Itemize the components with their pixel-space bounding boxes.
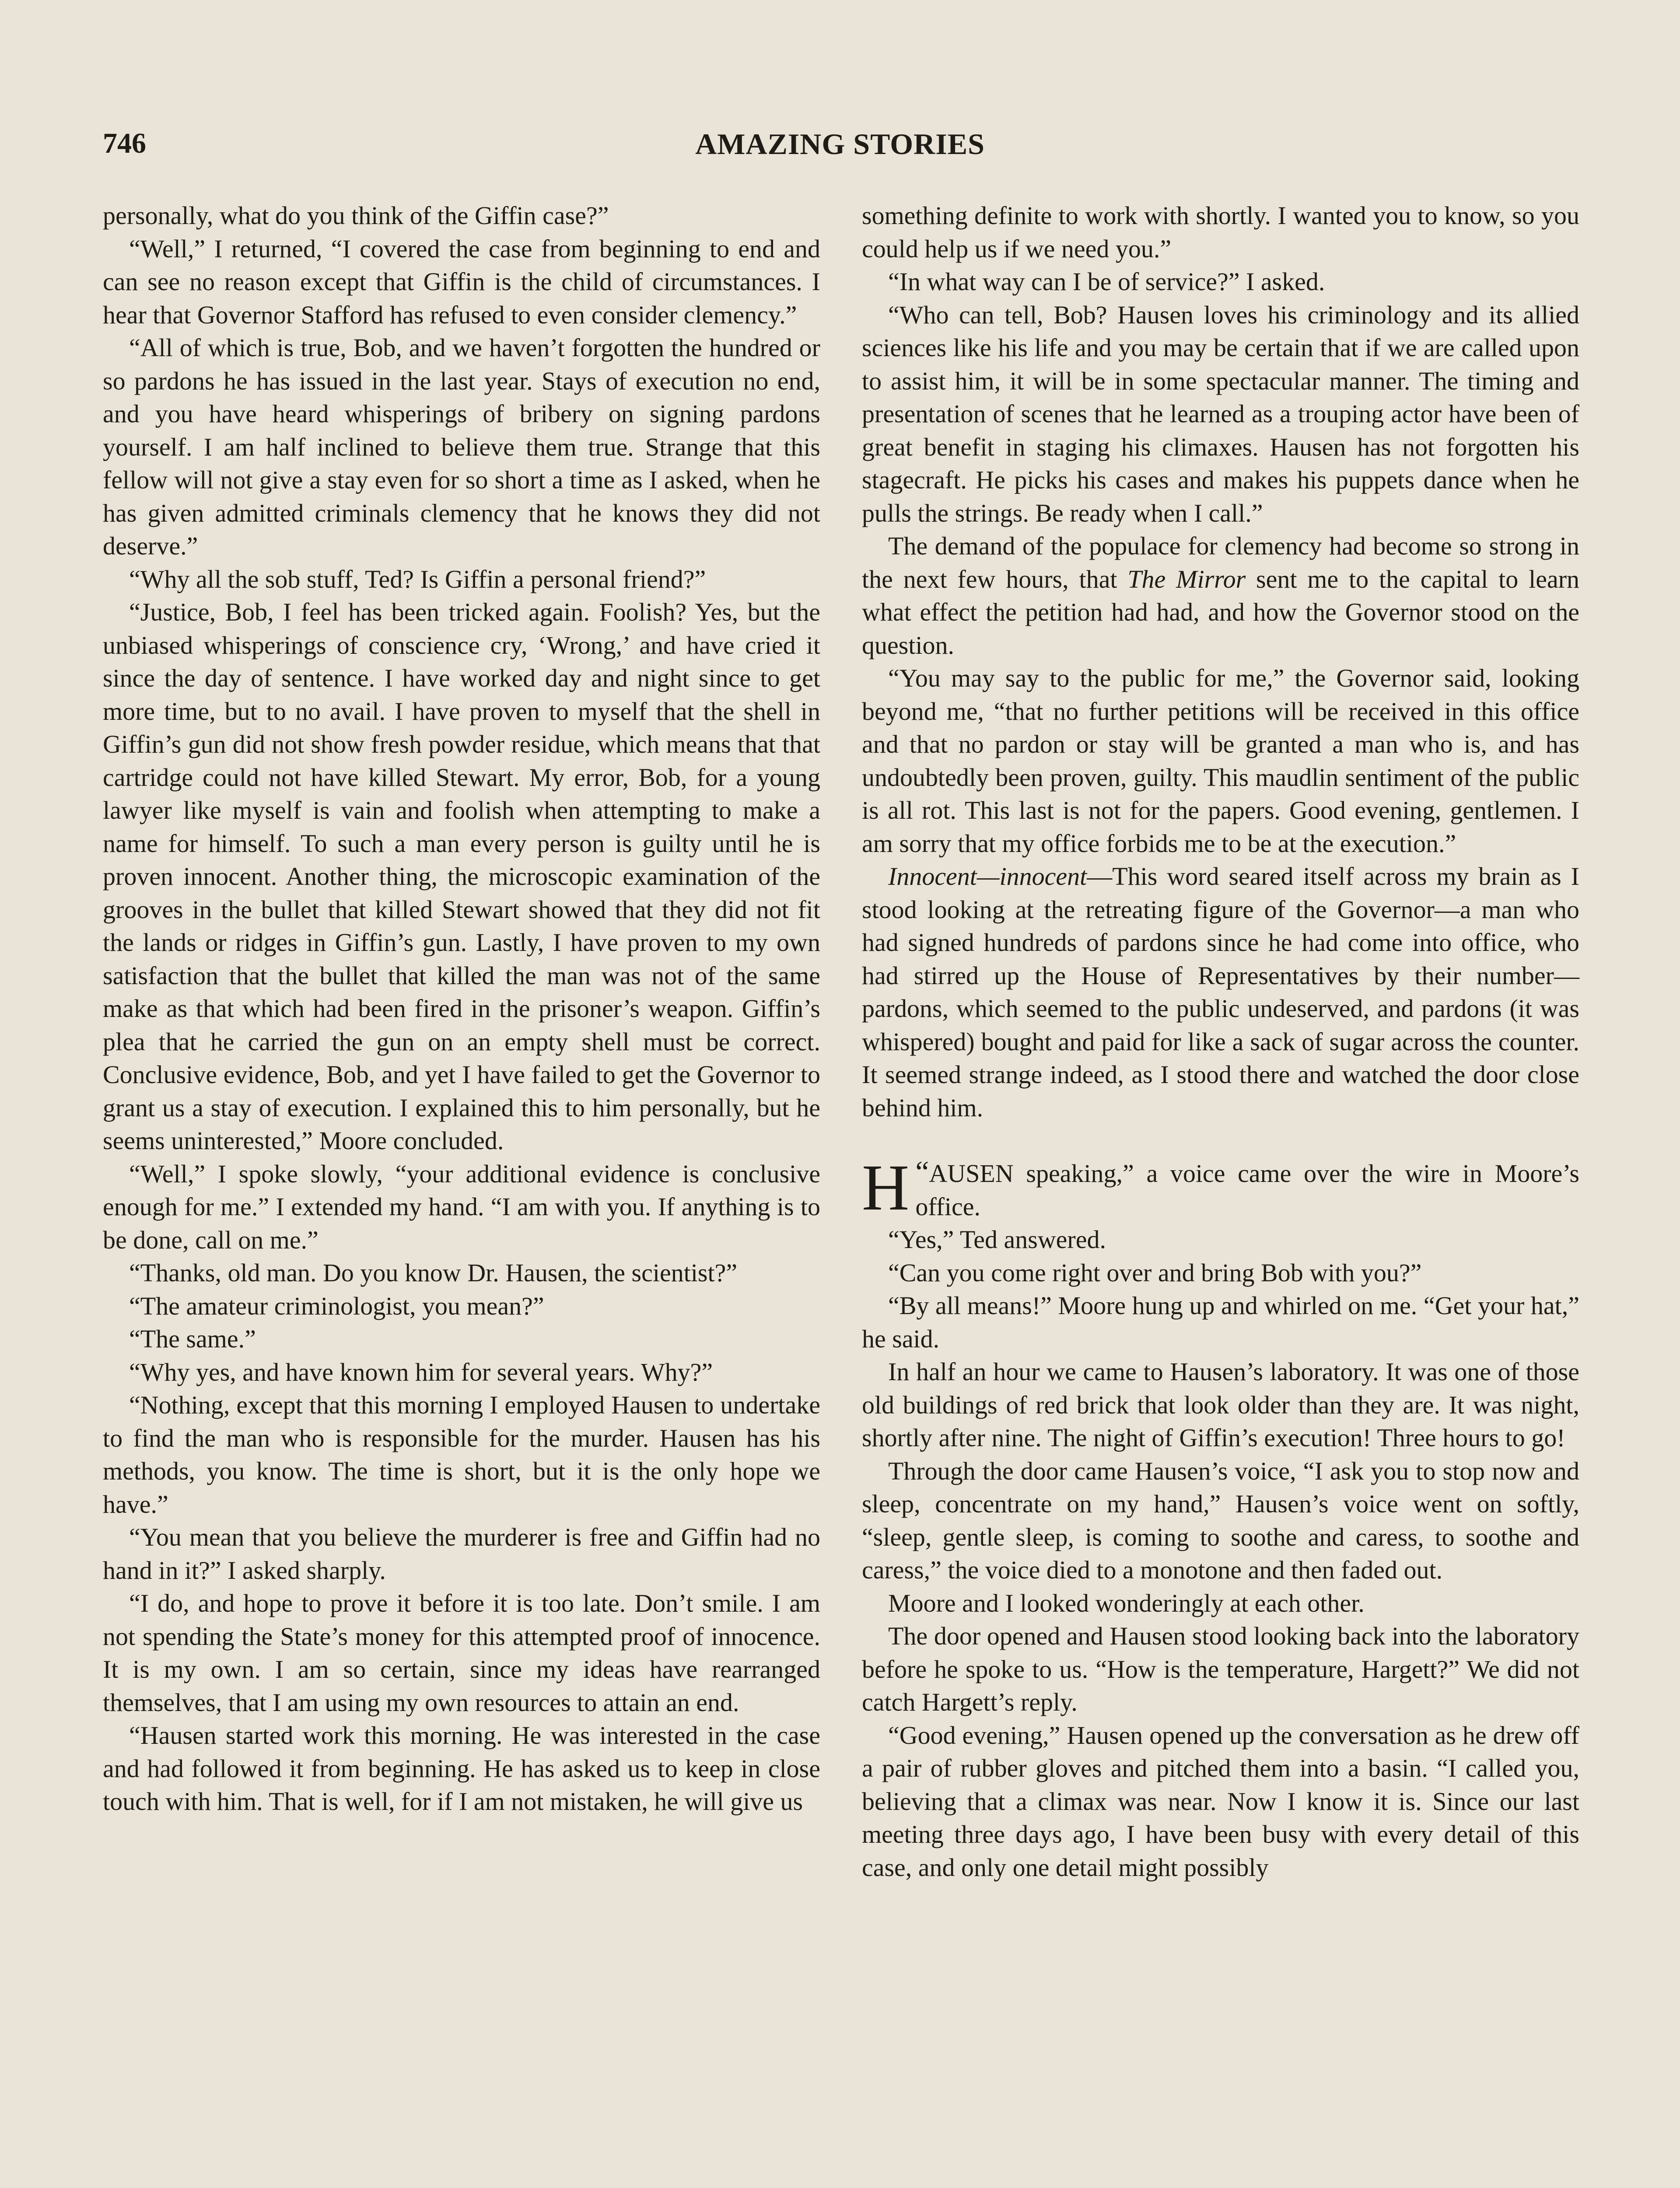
running-title: AMAZING STORIES [695, 127, 985, 161]
paragraph: Moore and I looked wonderingly at each other. [888, 1588, 1365, 1617]
paragraph: “Well,” I spoke slowly, “your additional evidence is conclusive enough for me.” I extended my hand. “I am with you. If anything is to be done, call on me.” [103, 1159, 820, 1254]
newspaper-name: The Mirror [1127, 565, 1246, 593]
paragraph: “Why all the sob stuff, Ted? Is Giffin a personal friend?” [129, 565, 706, 593]
paragraph: “Thanks, old man. Do you know Dr. Hausen, the scientist?” [129, 1259, 738, 1287]
text-run: —This word seared itself across my brain as I stood looking at the retreating figure of the Governor—a man who had signed hundreds of pardons since he had come into office, who had stirred up the House of Representatives by their number—pardons, which seemed to the public undeserved, and pardons (it was whispered) bought and paid for like a sack of sugar across the counter. It seemed strange indeed, as I stood there and watched the door close behind him. [862, 862, 1579, 1122]
section-opening-paragraph [862, 1151, 1579, 1224]
paragraph: “Why yes, and have known him for several years. Why?” [129, 1357, 713, 1386]
text-run: The demand of the populace for clemency had become so strong in the next few hours, that [862, 532, 1579, 593]
section-break [862, 1124, 1579, 1157]
left-column [103, 199, 820, 1818]
paragraph: “Nothing, except that this morning I employed Hausen to undertake to find the man who is responsible for the murder. Hausen has his methods, you know. The time is short, but it is the only hope we have.” [103, 1391, 820, 1518]
opening-quote: “ [915, 1155, 929, 1189]
paragraph: “By all means!” Moore hung up and whirled on me. “Get your hat,” he said. [862, 1291, 1579, 1353]
paragraph [862, 529, 1579, 662]
paragraph: “All of which is true, Bob, and we haven’t forgotten the hundred or so pardons he has issued in the last year. Stays of execution no end, and you have heard whisperings of bribery on signing pardons yourself. I am half inclined to believe them true. Strange that this fellow will not give a stay even for so short a time as I asked, when he has given admitted criminals clemency that he knows they did not deserve.” [103, 333, 820, 560]
paragraph: “Justice, Bob, I feel has been tricked again. Foolish? Yes, but the unbiased whisperings of conscience cry, ‘Wrong,’ and have cried it since the day of sentence. I have worked day and night since to get more time, but to no avail. I have proven to myself that the shell in Giffin’s gun did not show fresh powder residue, which means that that cartridge could not have killed Stewart. My error, Bob, for a young lawyer like myself is vain and foolish when attempting to make a name for himself. To such a man every person is guilty until he is proven innocent. Another thing, the microscopic examination of the grooves in the bullet that killed Stewart showed that they did not fit the lands or ridges in Giffin’s gun. Lastly, I have proven to my own satisfaction that the bullet that killed the man was not of the same make as that which had been fired in the prisoner’s weapon. Giffin’s plea that he carried the gun on an empty shell must be correct. Conclusive evidence, Bob, and yet I have failed to get the Governor to grant us a stay of execution. I explained this to him personally, but he seems uninterested,” Moore concluded. [103, 598, 820, 1155]
paragraph: “You may say to the public for me,” the Governor said, looking beyond me, “that no further petitions will be received in this office and that no pardon or stay will be granted a man who is, and has undoubtedly been proven, guilty. This maudlin sentiment of the public is all rot. This last is not for the papers. Good evening, gentlemen. I am sorry that my office forbids me to be at the execution.” [862, 664, 1579, 858]
emphasis-text: Innocent—innocent [888, 862, 1087, 891]
paragraph: “The same.” [129, 1325, 256, 1353]
paragraph [862, 860, 1579, 1124]
drop-cap: H [862, 1151, 910, 1224]
page-header [0, 127, 1680, 175]
page-number: 746 [103, 127, 146, 159]
paragraph: “You mean that you believe the murderer is free and Giffin had no hand in it?” I asked sharply. [103, 1523, 820, 1585]
paragraph: “Well,” I returned, “I covered the case from beginning to end and can see no reason except that Giffin is the child of circumstances. I hear that Governor Stafford has refused to even consider clemency.” [103, 234, 820, 329]
paragraph: “In what way can I be of service?” I asked. [888, 267, 1325, 296]
paragraph: “The amateur criminologist, you mean?” [129, 1291, 544, 1320]
paragraph: “I do, and hope to prove it before it is too late. Don’t smile. I am not spending the State’s money for this attempted proof of innocence. It is my own. I am so certain, since my ideas have rearranged themselves, that I am using my own resources to attain an end. [103, 1589, 820, 1717]
paragraph: “Can you come right over and bring Bob with you?” [888, 1258, 1422, 1287]
paragraph: something definite to work with shortly. I wanted you to know, so you could help us if we need you.” [862, 201, 1579, 263]
paragraph: “Hausen started work this morning. He was interested in the case and had followed it from beginning. He has asked us to keep in close touch with him. That is well, for if I am not mistaken, he will give us [103, 1721, 820, 1816]
paragraph: Through the door came Hausen’s voice, “I ask you to stop now and sleep, concentrate on my hand,” Hausen’s voice went on softly, “sleep, gentle sleep, is coming to soothe and caress, to soothe and caress,” the voice died to a monotone and then faded out. [862, 1456, 1579, 1584]
text-run: sent me to the capital to learn what effect the petition had had, and how the Governor stood on the question. [862, 565, 1580, 659]
paragraph: “Who can tell, Bob? Hausen loves his criminology and its allied sciences like his life and you may be certain that if we are called upon to assist him, it will be in some spectacular manner. The timing and presentation of scenes that he learned as a trouping actor have been of great benefit in staging his climaxes. Hausen has not forgotten his stagecraft. He picks his cases and makes his puppets dance when he pulls the strings. Be ready when I call.” [862, 300, 1579, 527]
paragraph: personally, what do you think of the Giffin case?” [103, 201, 609, 230]
right-column [862, 199, 1579, 1884]
text-run: AUSEN speaking,” a voice came over the wire in Moore’s office. [915, 1159, 1579, 1221]
paragraph: “Good evening,” Hausen opened up the conversation as he drew off a pair of rubber gloves and pitched them into a basin. “I called you, believing that a climax was near. Now I know it is. Since our last meeting three days ago, I have been busy with every detail of this case, and only one detail might possibly [862, 1721, 1579, 1882]
paragraph: The door opened and Hausen stood looking back into the laboratory before he spoke to us. “How is the temperature, Hargett?” We did not catch Hargett’s reply. [862, 1622, 1579, 1716]
paragraph: “Yes,” Ted answered. [888, 1225, 1106, 1254]
paragraph: In half an hour we came to Hausen’s laboratory. It was one of those old buildings of red brick that look older than they are. It was night, shortly after nine. The night of Giffin’s execution! Three hours to go! [862, 1357, 1579, 1452]
